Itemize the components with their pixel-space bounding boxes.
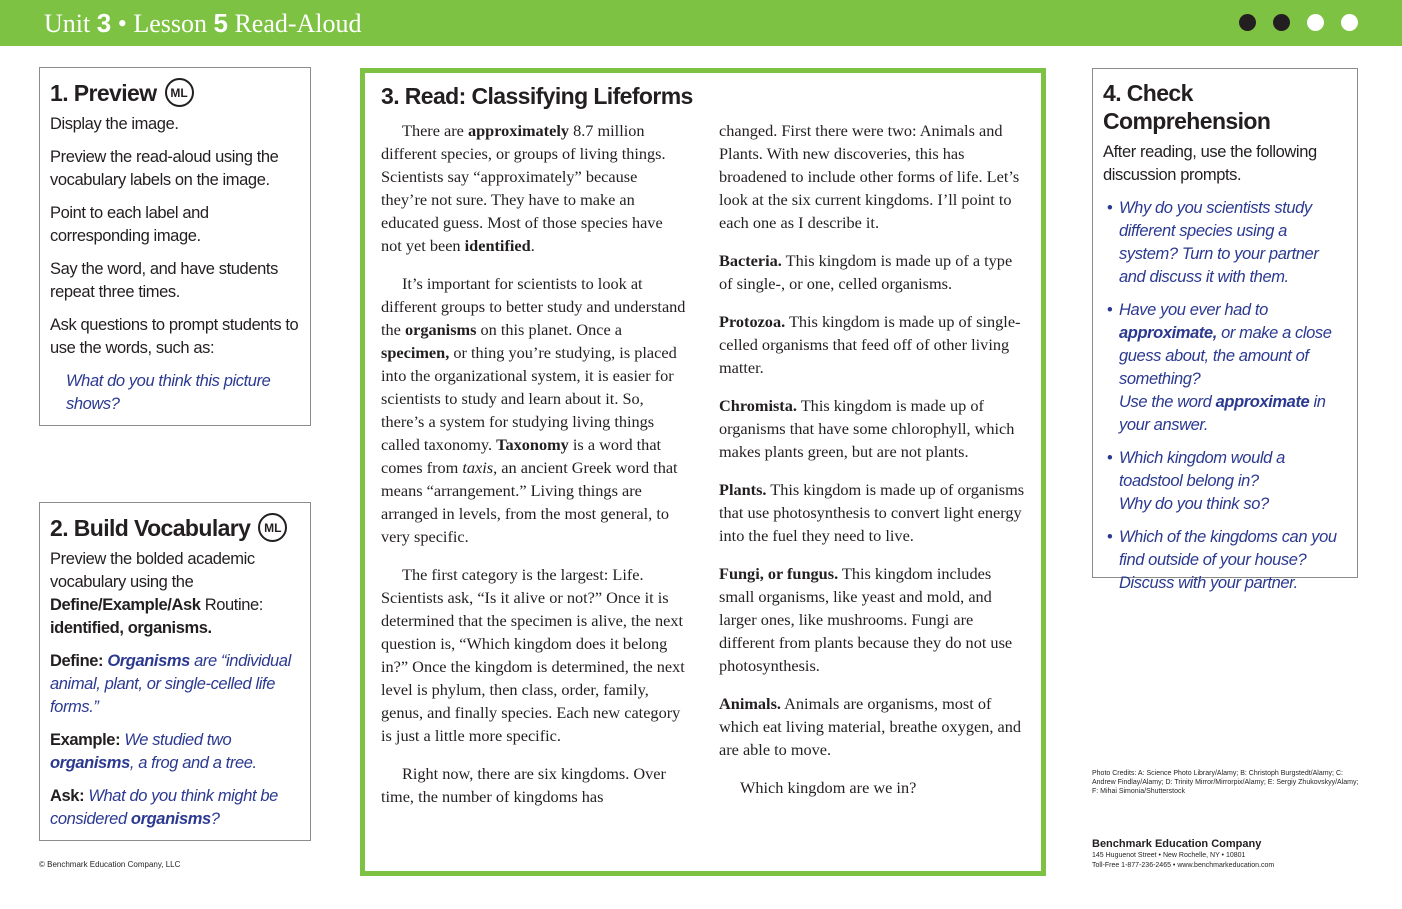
example-line: Example: We studied two organisms, a frog and a tree. <box>50 731 257 772</box>
progress-dot-filled <box>1239 14 1256 31</box>
comprehension-heading: 4. Check Comprehension <box>1103 80 1271 134</box>
progress-dot-empty <box>1307 14 1324 31</box>
read-panel <box>360 68 1046 876</box>
progress-dot-empty <box>1341 14 1358 31</box>
preview-step: Point to each label and corresponding image. <box>50 204 209 245</box>
preview-heading: 1. Preview ML <box>50 78 300 107</box>
define-line: Define: Organisms are “individual animal, plant, or single-celled life forms.” <box>50 652 291 716</box>
preview-step: Display the image. <box>50 115 179 133</box>
preview-step: Preview the read-aloud using the vocabulary labels on the image. <box>50 148 279 189</box>
read-heading: 3. Read: Classifying Lifeforms <box>381 83 693 109</box>
publisher-address: 145 Huguenot Street • New Rochelle, NY • 10801 <box>1092 852 1246 859</box>
vocabulary-panel <box>39 502 311 841</box>
progress-dots <box>1239 14 1358 31</box>
read-paragraph: The first category is the largest: Life. Scientists ask, “Is it alive or not?” Once it is determined that the specimen is alive, the next question is, “Which kingdom does it belong in?” Once the kingdom is determined, the next level is phylum, then class, order, family, genus, and finally species. Each new category is just a little more specific. <box>381 565 685 745</box>
kingdom-plants: Plants. This kingdom is made up of organisms that use photosynthesis to convert light energy into the fuel they need to live. <box>719 480 1025 545</box>
publisher-name: Benchmark Education Company <box>1092 838 1262 850</box>
ml-badge: ML <box>165 78 194 107</box>
read-paragraph: There are approximately 8.7 million different species, or groups of living things. Scientists say “approximately” because they’re not sure. They have to make an educated guess. Most of those species have not yet been identified. <box>381 121 666 255</box>
kingdom-animals: Animals. Animals are organisms, most of which eat living material, breathe oxygen, and are able to move. <box>719 694 1021 759</box>
read-paragraph: It’s important for scientists to look at different groups to better study and understand the organisms on this planet. Once a specimen, or thing you’re studying, is placed into the organizational system, it is easier for scientists to study and learn about it. So, there’s a system for studying living things called taxonomy. Taxonomy is a word that comes from taxis, an ancient Greek word that means “arrangement.” Living things are arranged in levels, from the most general, to very specific. <box>381 274 686 546</box>
kingdom-bacteria: Bacteria. This kingdom is made up of a type of single-, or one, celled organisms. <box>719 251 1013 293</box>
read-column-left <box>381 119 687 823</box>
kingdom-protozoa: Protozoa. This kingdom is made up of single-celled organisms that feed off of other living matter. <box>719 312 1021 377</box>
prompt-item: • Why do you scientists study different species using a system? Turn to your partner and discuss it with them. <box>1107 199 1319 286</box>
prompt-item: • Which of the kingdoms can you find outside of your house? Discuss with your partner. <box>1107 528 1337 592</box>
prompt-item: • Have you ever had to approximate, or make a close guess about, the amount of something? Use the word approximate in your answer. <box>1107 301 1332 434</box>
vocabulary-heading: 2. Build Vocabulary ML <box>50 513 300 542</box>
comprehension-intro: After reading, use the following discussion prompts. <box>1103 143 1317 184</box>
bullet: • <box>1107 528 1113 546</box>
publisher-contact: Toll-Free 1-877-236-2465 • www.benchmarkeducation.com <box>1092 862 1275 869</box>
read-paragraph: Right now, there are six kingdoms. Over time, the number of kingdoms has <box>381 764 666 806</box>
publisher-info <box>1092 838 1364 871</box>
copyright: © Benchmark Education Company, LLC <box>39 860 181 869</box>
header-bar <box>0 0 1402 46</box>
vocabulary-intro: Preview the bolded academic vocabulary using the Define/Example/Ask Routine: identified, organisms. <box>50 550 263 637</box>
lesson-title: Unit 3 • Lesson 5 Read-Aloud <box>44 8 362 38</box>
ask-line: Ask: What do you think might be considered organisms? <box>50 787 278 828</box>
prompt-item: • Which kingdom would a toadstool belong in? Why do you think so? <box>1107 449 1285 513</box>
preview-step: Ask questions to prompt students to use the words, such as: <box>50 316 299 357</box>
closing-question: Which kingdom are we in? <box>740 778 917 797</box>
kingdom-chromista: Chromista. This kingdom is made up of organisms that have some chlorophyll, which makes plants green, but are not plants. <box>719 396 1015 461</box>
bullet: • <box>1107 301 1113 319</box>
prompt-list <box>1103 197 1347 595</box>
preview-question: What do you think this picture shows? <box>66 372 271 413</box>
progress-dot-filled <box>1273 14 1290 31</box>
photo-credits: Photo Credits: A: Science Photo Library/Alamy; B: Christoph Burgstedt/Alamy; C: Andrew Findlay/Alamy; D: Trinity Mirror/Mirrorpix/Alamy; E: Sergiy Zhukovskyy/Alamy; F: Mihai Simonia/Shutterstock <box>1092 770 1359 795</box>
preview-step: Say the word, and have students repeat three times. <box>50 260 278 301</box>
kingdom-fungi: Fungi, or fungus. This kingdom includes small organisms, like yeast and mold, and larger ones, like mushrooms. Fungi are different from plants because they do not use photosynthesis. <box>719 564 1013 675</box>
preview-panel <box>39 67 311 426</box>
ml-badge: ML <box>258 513 287 542</box>
read-column-right <box>719 119 1025 814</box>
comprehension-panel <box>1092 68 1358 592</box>
read-paragraph: changed. First there were two: Animals and Plants. With new discoveries, this has broadened to include other forms of life. Let’s look at the six current kingdoms. I’ll point to each one as I describe it. <box>719 121 1020 232</box>
bullet: • <box>1107 449 1113 467</box>
bullet: • <box>1107 199 1113 217</box>
